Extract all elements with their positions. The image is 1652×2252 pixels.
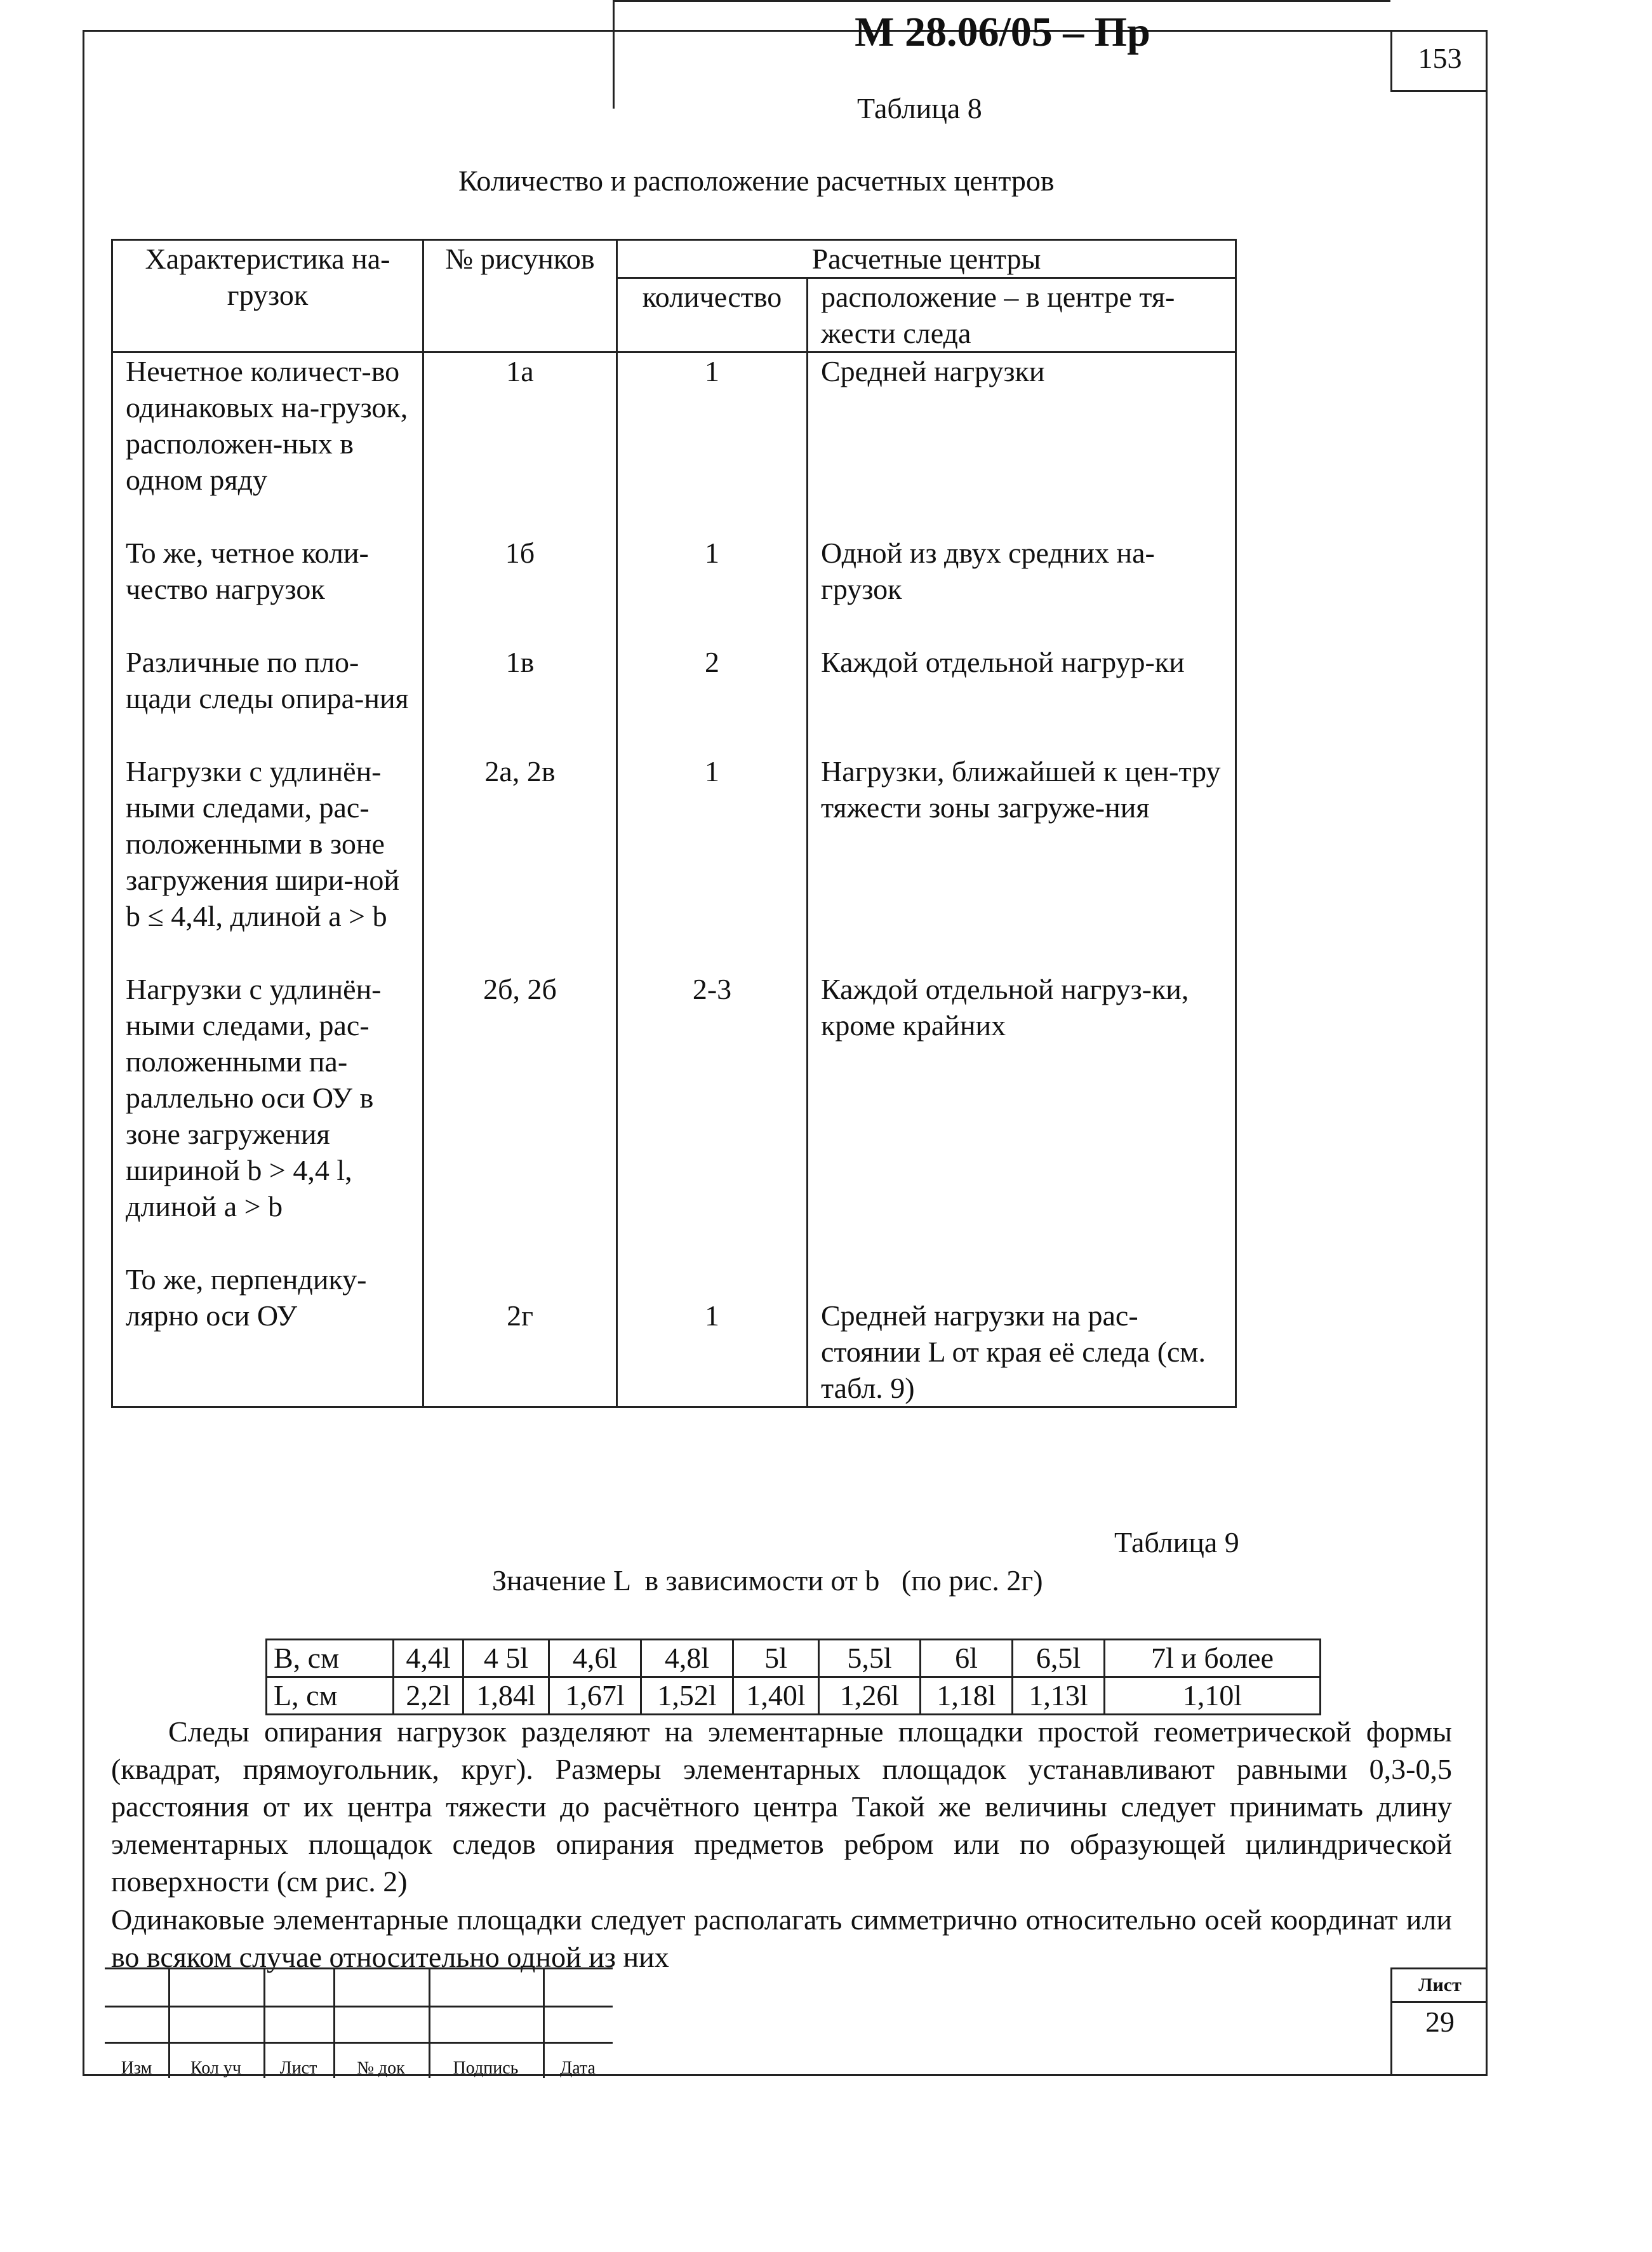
cell: 1,84l xyxy=(463,1677,549,1715)
sheet-label: Лист xyxy=(1392,1969,1488,2003)
label-list: Лист xyxy=(279,2058,317,2078)
cell-figure: 2а, 2в xyxy=(423,753,617,971)
table-row xyxy=(112,753,1236,971)
cell-count: 1 xyxy=(617,1261,808,1407)
cell: 2,2l xyxy=(394,1677,463,1715)
cell-figure: 1а xyxy=(423,352,617,535)
cell: 6l xyxy=(921,1640,1013,1677)
table9-title: Значение L в зависимости от b (по рис. 2г) xyxy=(492,1564,1043,1597)
cell: 4,6l xyxy=(549,1640,641,1677)
label-date: Дата xyxy=(560,2058,596,2078)
cell: 5l xyxy=(733,1640,819,1677)
cell-count: 1 xyxy=(617,352,808,535)
header-count: количество xyxy=(617,278,808,352)
table8 xyxy=(111,239,1237,1408)
cell: L, см xyxy=(267,1677,394,1715)
header-centers: Расчетные центры xyxy=(617,240,1236,278)
cell-count: 2 xyxy=(617,644,808,753)
table-row-b xyxy=(267,1640,1321,1677)
cell: 5,5l xyxy=(819,1640,921,1677)
cell: 7l и более xyxy=(1105,1640,1321,1677)
table-row xyxy=(112,644,1236,753)
label-doc-number: № док xyxy=(357,2058,405,2078)
cell-count: 2-3 xyxy=(617,971,808,1261)
sheet-number: 29 xyxy=(1425,2006,1455,2038)
document-code: М 28.06/05 – Пр xyxy=(613,0,1390,109)
cell-location: Нагрузки, ближайшей к цен-тру тяжести зоны загруже-ния xyxy=(808,753,1236,971)
page-number: 153 xyxy=(1390,30,1488,92)
cell-location: Каждой отдельной нагруз-ки, кроме крайних xyxy=(808,971,1236,1261)
cell-location: Одной из двух средних на-грузок xyxy=(808,535,1236,644)
cell-count: 1 xyxy=(617,753,808,971)
cell-figure: 1б xyxy=(423,535,617,644)
table-row-l xyxy=(267,1677,1321,1715)
title-block-grid xyxy=(105,1967,613,2078)
cell: 6,5l xyxy=(1013,1640,1105,1677)
paragraph-1: Следы опирания нагрузок разделяют на элементарные площадки простой геометрической формы (квадрат, прямоугольник, круг). Размеры элементарных площадок устанавливают равными 0,3-0,5 расстояния от их центра тяжести до расчётного центра Такой же величины следует принимать длину элементарных площадок следов опирания предметов ребром или по образующей цилиндрической поверхности (см рис. 2) xyxy=(111,1715,1452,1898)
table-row xyxy=(112,352,1236,535)
cell: 4,8l xyxy=(641,1640,733,1677)
table-row xyxy=(112,971,1236,1261)
table9 xyxy=(265,1639,1321,1715)
cell: 1,26l xyxy=(819,1677,921,1715)
cell-figure: 1в xyxy=(423,644,617,753)
cell-location: Средней нагрузки на рас-стоянии L от края её следа (см. табл. 9) xyxy=(808,1261,1236,1407)
table8-caption: Таблица 8 xyxy=(857,92,982,124)
cell-characteristic: То же, четное коли-чество нагрузок xyxy=(112,535,423,644)
label-izm: Изм xyxy=(121,2058,152,2078)
cell: 1,67l xyxy=(549,1677,641,1715)
cell-figure: 2б, 2б xyxy=(423,971,617,1261)
cell-figure: 2г xyxy=(423,1261,617,1407)
cell: 4,4l xyxy=(394,1640,463,1677)
cell-characteristic: То же, перпендику-лярно оси ОУ xyxy=(112,1261,423,1407)
label-signature: Подпись xyxy=(453,2058,519,2078)
header-location: расположение – в центре тя-жести следа xyxy=(808,278,1236,352)
cell: В, см xyxy=(267,1640,394,1677)
header-figure: № рисунков xyxy=(423,240,617,352)
cell: 4 5l xyxy=(463,1640,549,1677)
label-kol-uch: Кол уч xyxy=(190,2058,241,2078)
title-block xyxy=(105,1967,1488,2076)
cell-characteristic: Различные по пло-щади следы опира-ния xyxy=(112,644,423,753)
paragraph-2: Одинаковые элементарные площадки следует располагать симметрично относительно осей координат или во всяком случае относительно одной из них xyxy=(111,1903,1452,1973)
table-row xyxy=(112,1261,1236,1407)
cell: 1,13l xyxy=(1013,1677,1105,1715)
cell: 1,40l xyxy=(733,1677,819,1715)
cell-characteristic: Нагрузки с удлинён-ными следами, рас-положенными па-раллельно оси ОУ в зоне загружения шириной b > 4,4 l, длиной a > b xyxy=(112,971,423,1261)
table9-caption: Таблица 9 xyxy=(1114,1526,1239,1558)
cell: 1,52l xyxy=(641,1677,733,1715)
cell-location: Средней нагрузки xyxy=(808,352,1236,535)
cell-characteristic: Нагрузки с удлинён-ными следами, рас-положенными в зоне загружения шири-ной b ≤ 4,4l, длиной a > b xyxy=(112,753,423,971)
cell-location: Каждой отдельной нагрур-ки xyxy=(808,644,1236,753)
table8-title: Количество и расположение расчетных центров xyxy=(458,164,1055,197)
cell-characteristic: Нечетное количест-во одинаковых на-грузок, расположен-ных в одном ряду xyxy=(112,352,423,535)
header-characteristic: Характеристика на-грузок xyxy=(112,240,423,352)
cell: 1,18l xyxy=(921,1677,1013,1715)
cell-count: 1 xyxy=(617,535,808,644)
cell: 1,10l xyxy=(1105,1677,1321,1715)
sheet-box xyxy=(1390,1967,1488,2076)
table-row xyxy=(112,535,1236,644)
